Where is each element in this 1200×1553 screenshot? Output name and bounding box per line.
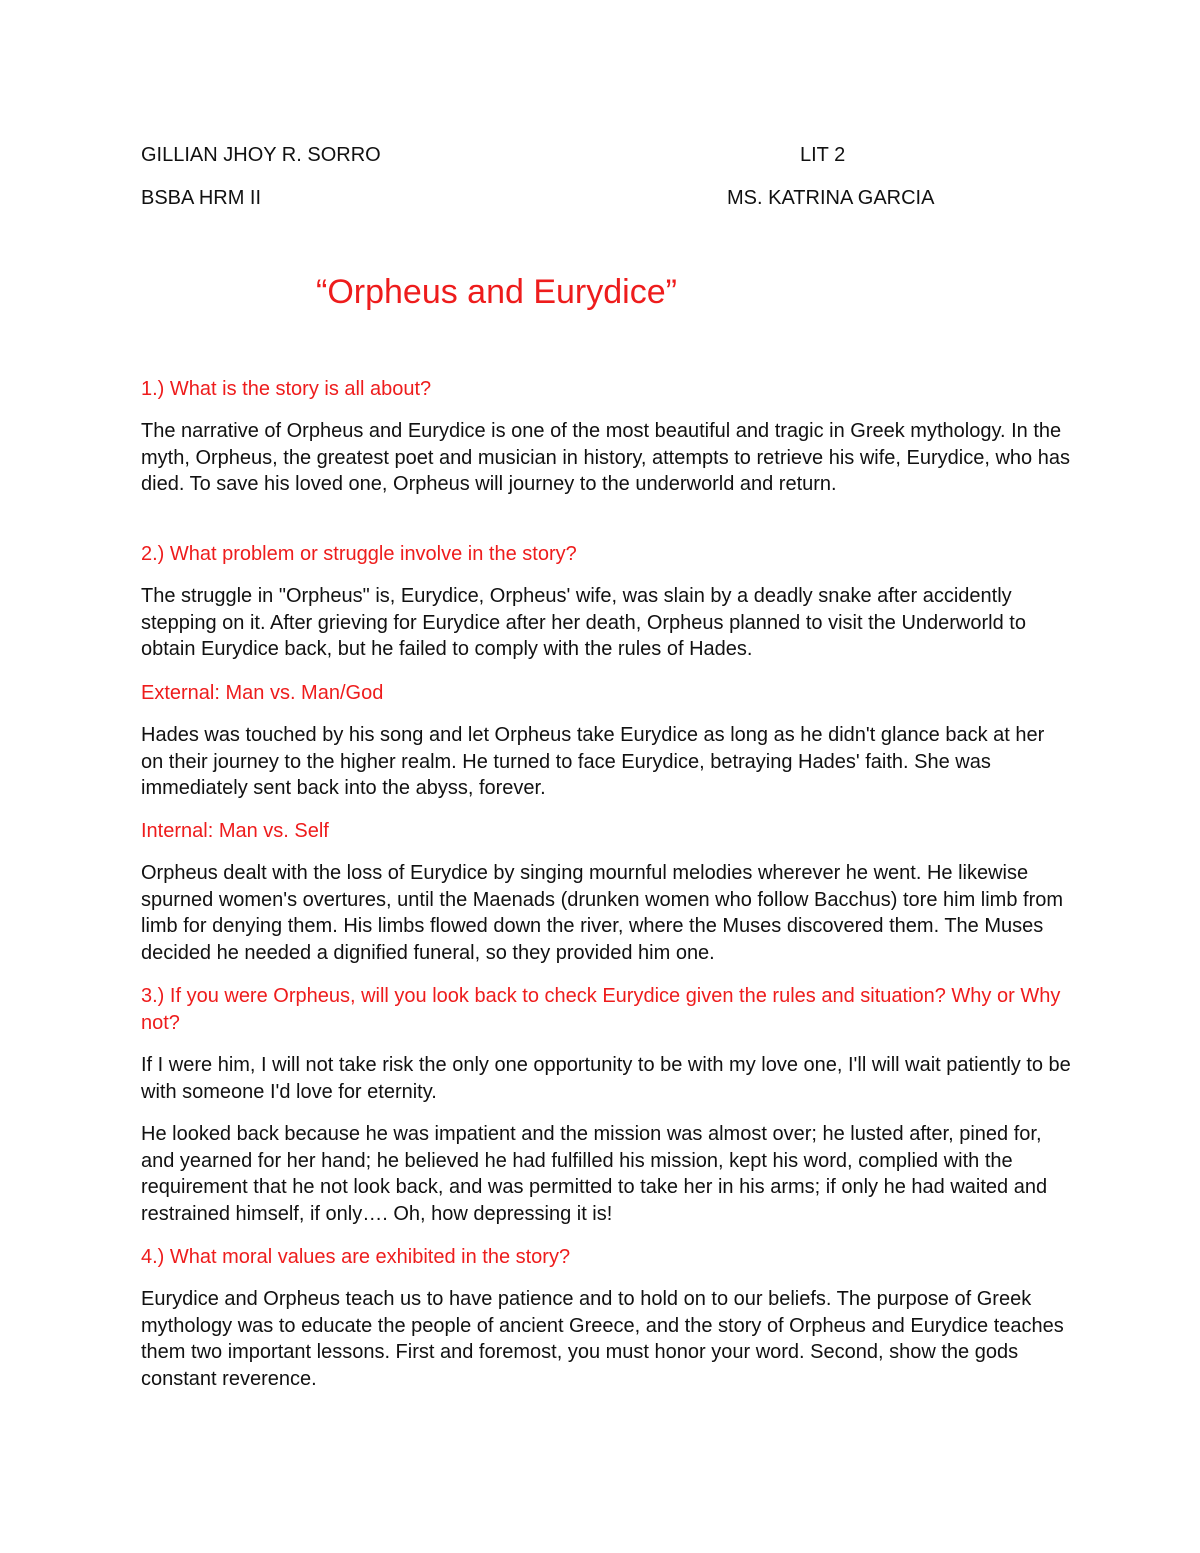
answer-3-paragraph-1: If I were him, I will not take risk the only one opportunity to be with my love one, I'll will wait patiently to be with someone I'd love for eternity.	[141, 1054, 1071, 1103]
answer-3-paragraph-2: He looked back because he was impatient and the mission was almost over; he lusted after, pined for, and yearned for her hand; he believed he had fulfilled his mission, kept his word, complied with the requirement that he not look back, and was permitted to take her in his arms; if only he had waited and restrained himself, if only…. Oh, how depressing it is!	[141, 1123, 1048, 1225]
answer-2: The struggle in "Orpheus" is, Eurydice, Orpheus' wife, was slain by a deadly snake after accidently stepping on it. After grieving for Eurydice after her death, Orpheus planned to visit the Underworld to obtain Eurydice back, but he failed to comply with the rules of Hades.	[141, 585, 1026, 660]
external-conflict-text: Hades was touched by his song and let Orpheus take Eurydice as long as he didn't glance back at her on their journey to the higher realm. He turned to face Eurydice, betraying Hades' faith. She was immediately sent back into the abyss, forever.	[141, 724, 1045, 799]
subject: LIT 2	[800, 144, 846, 166]
course: BSBA HRM II	[141, 187, 262, 209]
teacher-name: MS. KATRINA GARCIA	[727, 187, 935, 209]
internal-conflict-heading: Internal: Man vs. Self	[141, 820, 329, 842]
question-3: 3.) If you were Orpheus, will you look back to check Eurydice given the rules and situation? Why or Why not?	[141, 985, 1061, 1034]
question-4: 4.) What moral values are exhibited in the story?	[141, 1246, 571, 1268]
student-name: GILLIAN JHOY R. SORRO	[141, 144, 381, 166]
question-2: 2.) What problem or struggle involve in the story?	[141, 543, 577, 565]
external-conflict-heading: External: Man vs. Man/God	[141, 682, 384, 704]
document-title: “Orpheus and Eurydice”	[316, 273, 677, 311]
answer-4: Eurydice and Orpheus teach us to have patience and to hold on to our beliefs. The purpose of Greek mythology was to educate the people of ancient Greece, and the story of Orpheus and Eurydice teaches them two important lessons. First and foremost, you must honor your word. Second, show the gods constant reverence.	[141, 1288, 1064, 1390]
answer-1: The narrative of Orpheus and Eurydice is one of the most beautiful and tragic in Greek mythology. In the myth, Orpheus, the greatest poet and musician in history, attempts to retrieve his wife, Eurydice, who has died. To save his loved one, Orpheus will journey to the underworld and return.	[141, 420, 1070, 495]
question-1: 1.) What is the story is all about?	[141, 378, 432, 400]
internal-conflict-text: Orpheus dealt with the loss of Eurydice by singing mournful melodies wherever he went. He likewise spurned women's overtures, until the Maenads (drunken women who follow Bacchus) tore him limb from limb for denying them. His limbs flowed down the river, where the Muses discovered them. The Muses decided he needed a dignified funeral, so they provided him one.	[141, 862, 1064, 964]
